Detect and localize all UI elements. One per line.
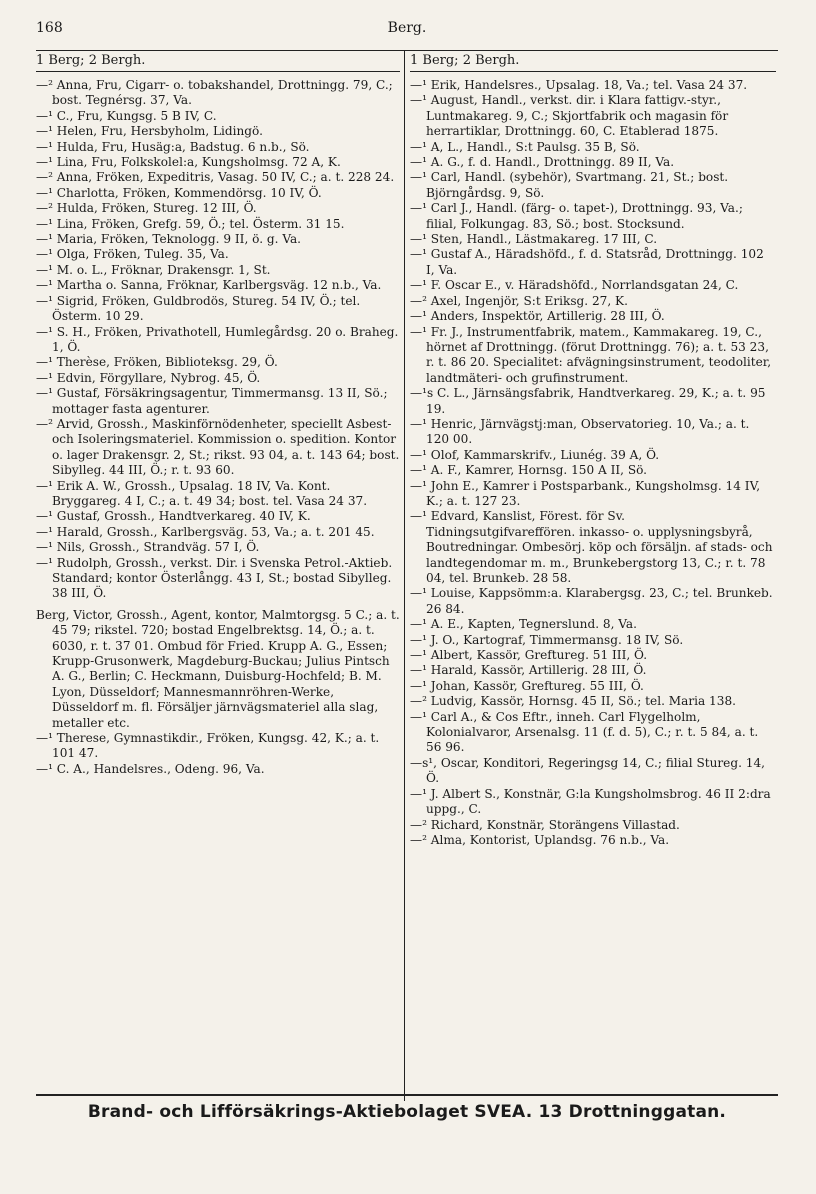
directory-entry: —² Richard, Konstnär, Storängens Villastad.	[410, 817, 680, 832]
directory-entry: —¹ Gustaf A., Häradshöfd., f. d. Statsråd, Drottningg. 102 I, Va.	[410, 247, 764, 277]
directory-entry: —¹ Edvin, Förgyllare, Nybrog. 45, Ö.	[36, 370, 261, 385]
directory-entry: —¹ A. G., f. d. Handl., Drottningg. 89 II, Va.	[410, 155, 675, 170]
directory-entry: —¹ Olga, Fröken, Tuleg. 35, Va.	[36, 247, 229, 262]
directory-entry: —¹ Gustaf, Försäkringsagentur, Timmermansg. 13 II, Sö.; mottager fasta agenturer.	[36, 386, 388, 416]
directory-entry: —² Alma, Kontorist, Uplandsg. 76 n.b., Va.	[410, 832, 670, 847]
directory-entry: —¹ Therèse, Fröken, Biblioteksg. 29, Ö.	[36, 355, 278, 370]
directory-entry: —¹ Lina, Fröken, Grefg. 59, Ö.; tel. Österm. 31 15.	[36, 216, 345, 231]
directory-entry: —s¹, Oscar, Konditori, Regeringsg 14, C.; filial Stureg. 14, Ö.	[410, 755, 766, 786]
columns-area	[36, 50, 778, 1101]
directory-entry: —¹ C. A., Handelsres., Odeng. 96, Va.	[36, 761, 265, 776]
directory-entry: —² Ludvig, Kassör, Hornsg. 45 II, Sö.; tel. Maria 138.	[410, 694, 736, 709]
directory-entry: —¹ Carl J., Handl. (färg- o. tapet-), Drottningg. 93, Va.; filial, Folkungag. 83, Sö.; bost. Stocksund.	[410, 201, 743, 231]
directory-entry: —¹ Therese, Gymnastikdir., Fröken, Kungsg. 42, K.; a. t. 101 47.	[36, 731, 380, 761]
directory-entry: —¹ Harald, Grossh., Karlbergsväg. 53, Va.; a. t. 201 45.	[36, 524, 375, 539]
directory-entry: —¹ Nils, Grossh., Strandväg. 57 I, Ö.	[36, 540, 260, 555]
left-column-head: 1 Berg; 2 Bergh.	[36, 51, 400, 72]
directory-entry: —¹ August, Handl., verkst. dir. i Klara fattigv.-styr., Luntmakareg. 9, C.; Skjortfabrik och magasin för herrartiklar, Drottningg. 60, C. Etablerad 1875.	[410, 93, 729, 139]
directory-entry: —² Anna, Fru, Cigarr- o. tobakshandel, Drottningg. 79, C.; bost. Tegnérsg. 37, Va.	[36, 78, 393, 108]
directory-entry: —¹ Johan, Kassör, Greftureg. 55 III, Ö.	[410, 678, 644, 693]
directory-entry: —¹ S. H., Fröken, Privathotell, Humlegårdsg. 20 o. Braheg. 1, Ö.	[36, 324, 399, 354]
column-divider	[404, 51, 405, 1101]
right-column	[410, 51, 776, 1101]
directory-entry: —¹ J. O., Kartograf, Timmermansg. 18 IV, Sö.	[410, 632, 684, 647]
directory-entry: —¹ A. E., Kapten, Tegnerslund. 8, Va.	[410, 617, 637, 632]
directory-entry: —¹ Harald, Kassör, Artillerig. 28 III, Ö.	[410, 663, 647, 678]
page-number: 168	[36, 20, 63, 36]
directory-entry: —¹ Erik A. W., Grossh., Upsalag. 18 IV, Va. Kont. Bryggareg. 4 I, C.; a. t. 49 34; bost. tel. Vasa 24 37.	[36, 478, 368, 508]
directory-entry: —² Arvid, Grossh., Maskinförnödenheter, speciellt Asbest- och Isoleringsmateriel. Kommission o. spedition. Kontor o. lager Drakensgr. 2, St.; rikst. 93 04, a. t. 143 64; bost. Sibylleg. 44 III, Ö.; r. t. 93 60.	[36, 416, 400, 478]
directory-entry: —¹ Albert, Kassör, Greftureg. 51 III, Ö.	[410, 648, 648, 663]
page-header	[36, 18, 778, 42]
directory-entry: —¹ C., Fru, Kungsg. 5 B IV, C.	[36, 108, 217, 123]
directory-entry: —¹ Edvard, Kanslist, Förest. för Sv. Tidningsutgifvareffören. inkasso- o. upplysningsbyrå, Boutredningar. Ombesörj. köp och försäljn. af stads- och landtegendomar m. m., Brunkebergstorg 13, C.; r. t. 78 04, tel. Brunkeb. 28 58.	[410, 509, 773, 585]
directory-entry: —¹ Henric, Järnvägstj:man, Observatorieg. 10, Va.; a. t. 120 00.	[410, 416, 750, 447]
right-entry-list	[410, 78, 776, 848]
left-entry-list	[36, 78, 400, 777]
directory-entry: —¹ Martha o. Sanna, Fröknar, Karlbergsväg. 12 n.b., Va.	[36, 278, 382, 293]
directory-entry: —¹ A. F., Kamrer, Hornsg. 150 A II, Sö.	[410, 463, 648, 478]
directory-page	[36, 18, 778, 1168]
directory-entry: —¹ Charlotta, Fröken, Kommendörsg. 10 IV, Ö.	[36, 185, 322, 200]
directory-entry: —² Hulda, Fröken, Stureg. 12 III, Ö.	[36, 201, 257, 216]
left-column	[36, 51, 400, 1101]
directory-entry: —¹ Hulda, Fru, Husäg:a, Badstug. 6 n.b., Sö.	[36, 139, 310, 154]
directory-entry: —¹ F. Oscar E., v. Häradshöfd., Norrlandsgatan 24, C.	[410, 278, 739, 293]
right-column-head: 1 Berg; 2 Bergh.	[410, 51, 776, 72]
directory-entry: —¹ Lina, Fru, Folkskolel:a, Kungsholmsg. 72 A, K.	[36, 155, 341, 170]
directory-entry: —¹ Olof, Kammarskrifv., Liunég. 39 A, Ö.	[410, 447, 660, 462]
directory-entry: —¹ Rudolph, Grossh., verkst. Dir. i Svenska Petrol.-Aktieb. Standard; kontor Österlångg. 43 I, St.; bostad Sibylleg. 38 III, Ö.	[36, 555, 393, 601]
page-title: Berg.	[387, 20, 427, 36]
directory-entry: —¹ Erik, Handelsres., Upsalag. 18, Va.; tel. Vasa 24 37.	[410, 78, 748, 92]
directory-entry: —¹ A, L., Handl., S:t Paulsg. 35 B, Sö.	[410, 139, 640, 154]
directory-entry: —¹ Fr. J., Instrumentfabrik, matem., Kammakareg. 19, C., hörnet af Drottningg. (förut Drottningg. 76); a. t. 53 23, r. t. 86 20. Specialitet: afvägningsinstrument, teodoliter, landtmäteri- och grufinstrument.	[410, 324, 772, 385]
footer-advert: Brand- och Lifförsäkrings-Aktiebolaget SVEA. 13 Drottninggatan.	[36, 1094, 778, 1122]
directory-entry: —¹ J. Albert S., Konstnär, G:la Kungsholmsbrog. 46 II 2:dra uppg., C.	[410, 786, 771, 817]
directory-entry: —² Axel, Ingenjör, S:t Eriksg. 27, K.	[410, 293, 628, 308]
directory-entry: —¹ Louise, Kappsömm:a. Klarabergsg. 23, C.; tel. Brunkeb. 26 84.	[410, 586, 773, 616]
directory-entry: —² Anna, Fröken, Expeditris, Vasag. 50 IV, C.; a. t. 228 24.	[36, 170, 395, 185]
directory-entry: —¹ Sigrid, Fröken, Guldbrodös, Stureg. 54 IV, Ö.; tel. Österm. 10 29.	[36, 293, 361, 324]
directory-entry: —¹ Helen, Fru, Hersbyholm, Lidingö.	[36, 124, 263, 139]
directory-entry: —¹ Carl, Handl. (sybehör), Svartmang. 21, St.; bost. Björngårdsg. 9, Sö.	[410, 170, 729, 200]
directory-entry: —¹ Sten, Handl., Lästmakareg. 17 III, C.	[410, 232, 658, 247]
directory-entry: —¹ Maria, Fröken, Teknologg. 9 II, ö. g. Va.	[36, 232, 301, 247]
directory-entry: —¹ Carl A., & Cos Eftr., inneh. Carl Flygelholm, Kolonialvaror, Arsenalsg. 11 (f. d. 5), C.; r. t. 5 84, a. t. 56 96.	[410, 709, 759, 755]
directory-entry: —¹ Anders, Inspektör, Artillerig. 28 III, Ö.	[410, 309, 665, 324]
directory-entry: —¹ John E., Kamrer i Postsparbank., Kungsholmsg. 14 IV, K.; a. t. 127 23.	[410, 478, 761, 508]
directory-entry: —¹ M. o. L., Fröknar, Drakensgr. 1, St.	[36, 262, 271, 277]
directory-entry: —¹ Gustaf, Grossh., Handtverkareg. 40 IV, K.	[36, 509, 311, 524]
directory-entry: —¹s C. L., Järnsängsfabrik, Handtverkareg. 29, K.; a. t. 95 19.	[410, 386, 766, 416]
directory-entry: Berg, Victor, Grossh., Agent, kontor, Malmtorgsg. 5 C.; a. t. 45 79; rikstel. 720; bostad Engelbrektsg. 14, Ö.; a. t. 6030, r. t. 37 01. Ombud för Fried. Krupp A. G., Essen; Krupp-Grusonwerk, Magdeburg-Buckau; Julius Pintsch A. G., Berlin; C. Heckmann, Duisburg-Hochfeld; B. M. Lyon, Düsseldorf; Mannesmannröhren-Werke, Düsseldorf m. fl. Försäljer järnvägsmateriel alla slag, metaller etc.	[36, 607, 400, 730]
